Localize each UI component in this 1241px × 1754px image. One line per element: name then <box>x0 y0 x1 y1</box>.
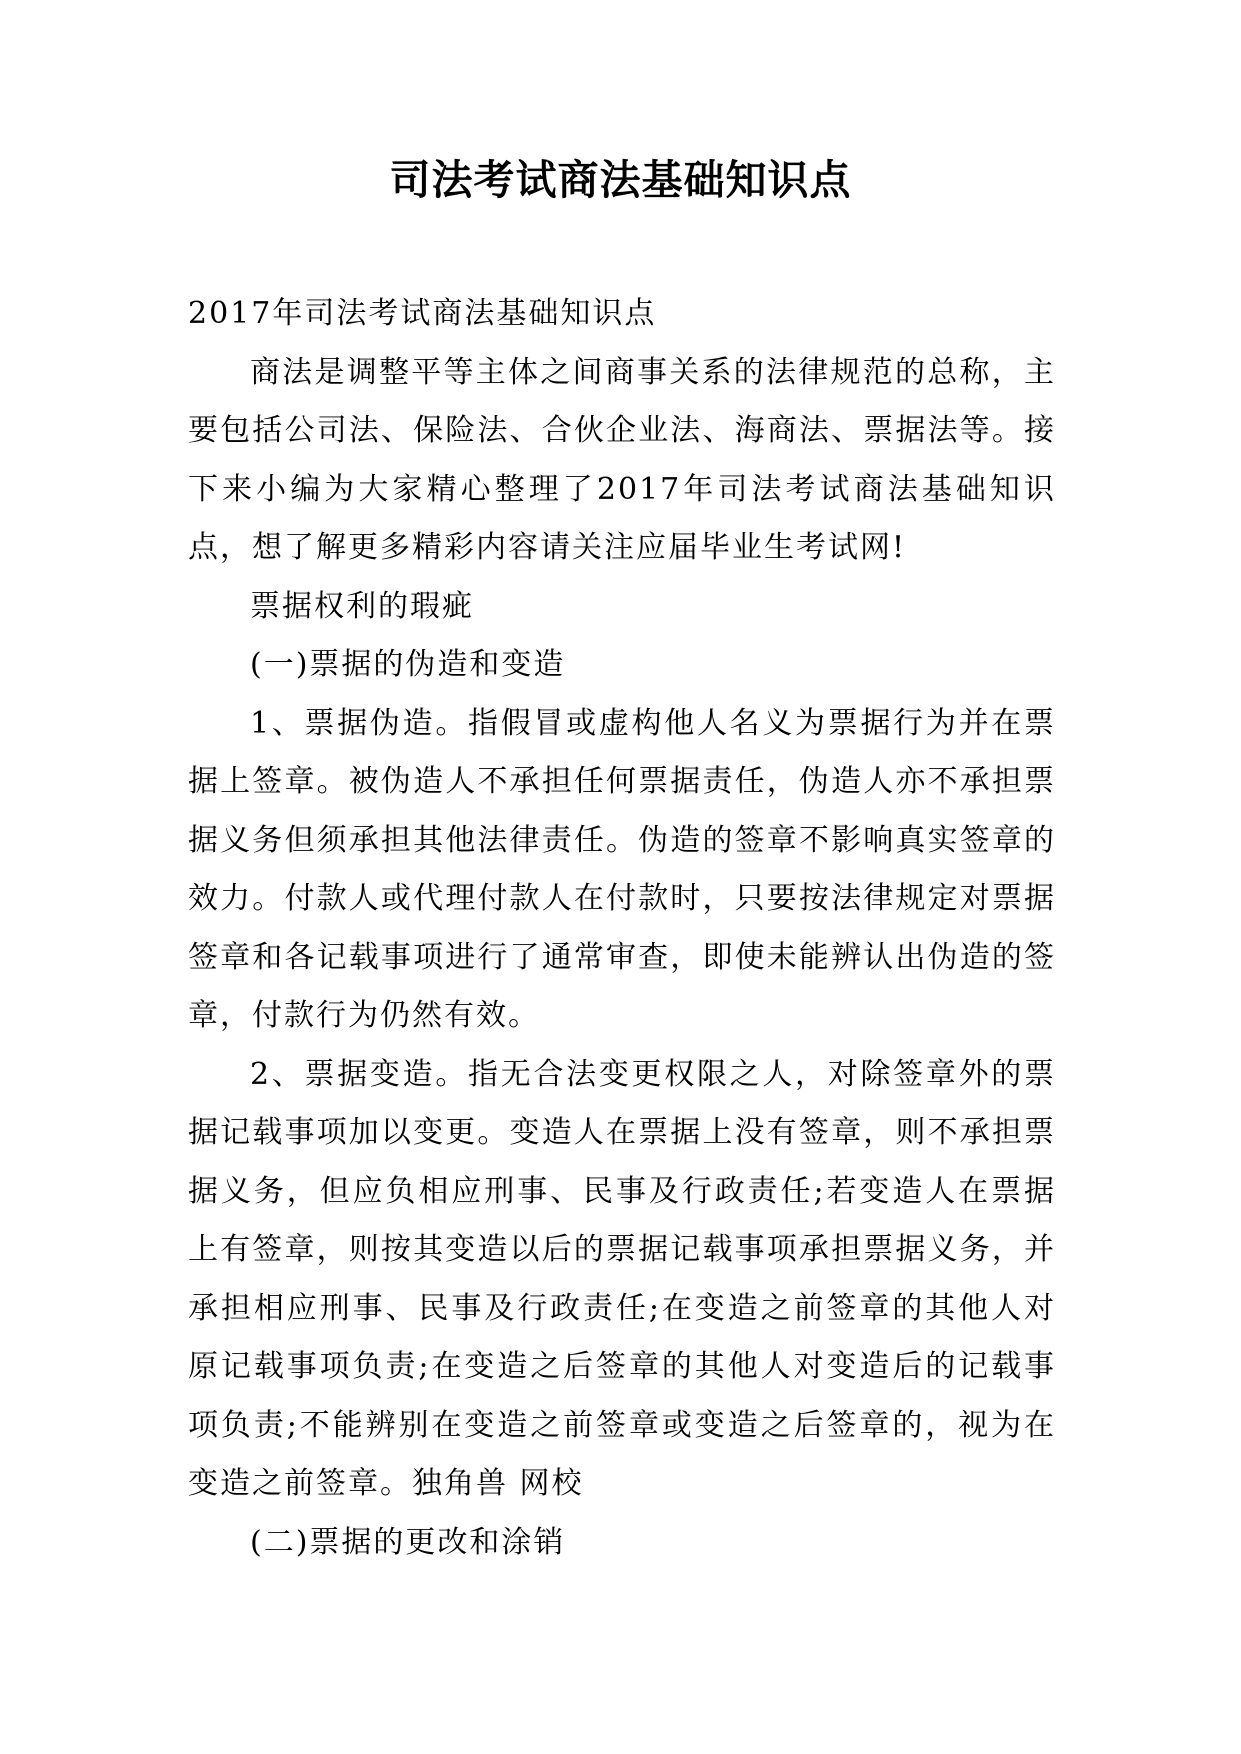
paragraph-alteration: 2、票据变造。指无合法变更权限之人，对除签章外的票据记载事项加以变更。变造人在票据上没有签章，则不承担票据义务，但应负相应刑事、民事及行政责任;若变造人在票据上有签章，则按其变造以后的票据记载事项承担票据义务，并承担相应刑事、民事及行政责任;在变造之前签章的其他人对原记载事项负责;在变造之后签章的其他人对变造后的记载事项负责;不能辨别在变造之前签章或变造之后签章的，视为在变造之前签章。独角兽 网校 <box>188 1056 1056 1501</box>
document-title: 司法考试商法基础知识点 <box>389 156 852 204</box>
intro-paragraph: 商法是调整平等主体之间商事关系的法律规范的总称，主要包括公司法、保险法、合伙企业法、海商法、票据法等。接下来小编为大家精心整理了2017年司法考试商法基础知识点，想了解更多精彩内容请关注应届毕业生考试网! <box>188 354 1056 565</box>
subsection-heading-2: (二)票据的更改和涂销 <box>250 1524 566 1560</box>
paragraph-forgery: 1、票据伪造。指假冒或虚构他人名义为票据行为并在票据上签章。被伪造人不承担任何票据责任，伪造人亦不承担票据义务但须承担其他法律责任。伪造的签章不影响真实签章的效力。付款人或代理付款人在付款时，只要按法律规定对票据签章和各记载事项进行了通常审查，即使未能辨认出伪造的签章，付款行为仍然有效。 <box>188 705 1056 1033</box>
subsection-heading-1: (一)票据的伪造和变造 <box>250 647 566 682</box>
document-body <box>188 285 1056 1572</box>
section-heading: 票据权利的瑕疵 <box>250 588 474 624</box>
subtitle-line: 2017年司法考试商法基础知识点 <box>188 296 657 331</box>
